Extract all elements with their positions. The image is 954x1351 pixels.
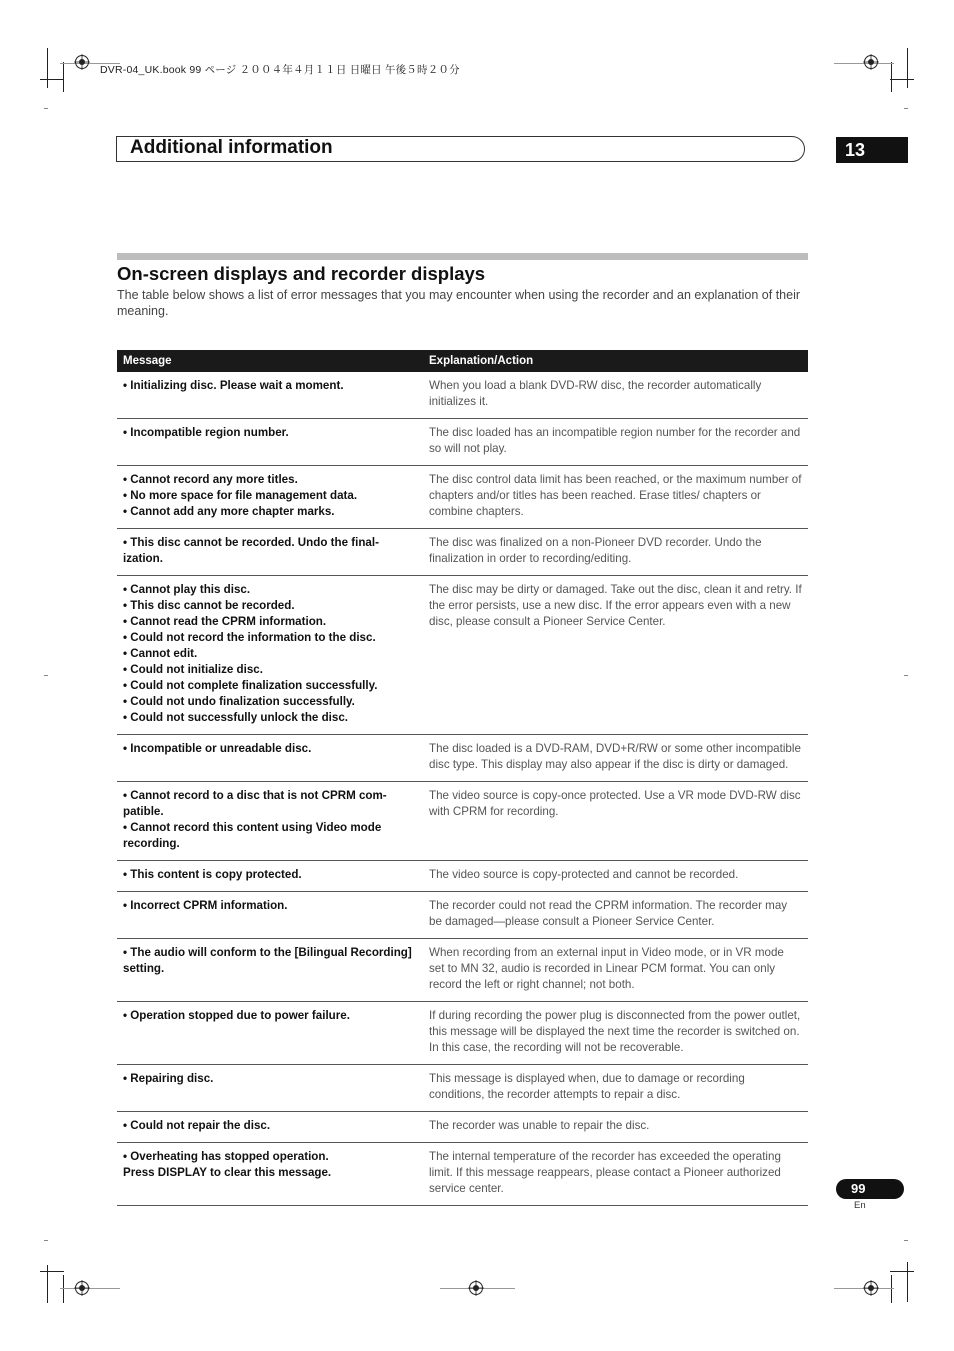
table-row [117,576,808,735]
explanation-cell: The recorder could not read the CPRM information. The recorder may be damaged—please consult a Pioneer Service Center. [423,892,808,939]
table-row [117,372,808,419]
table-row [117,861,808,892]
error-message: • This disc cannot be recorded. [123,599,295,612]
error-message: • Cannot record any more titles. [123,473,298,486]
explanation-cell: If during recording the power plug is disconnected from the power outlet, this message will be displayed the next time the recorder is switched on. In this case, the recording will not be recoverable. [423,1002,808,1065]
explanation-cell: The disc loaded has an incompatible region number for the recorder and so will not play. [423,419,808,466]
error-message: • Incorrect CPRM information. [123,899,288,912]
table-row [117,782,808,861]
table-row [117,735,808,782]
message-cell [117,419,423,466]
explanation-cell: When you load a blank DVD-RW disc, the recorder automatically initializes it. [423,372,808,419]
message-cell [117,372,423,419]
explanation-cell: The disc was finalized on a non-Pioneer DVD recorder. Undo the finalization in order to recording/editing. [423,529,808,576]
message-cell [117,892,423,939]
message-cell [117,466,423,529]
error-message: • Could not record the information to the disc. [123,631,376,644]
page-number: 99 [836,1179,904,1199]
explanation-cell: When recording from an external input in Video mode, or in VR mode set to MN 32, audio is recorded in Linear PCM format. You can only record the left or right channel; not both. [423,939,808,1002]
explanation-cell: The disc control data limit has been reached, or the maximum number of chapters and/or titles has been reached. Erase titles/ chapters or combine chapters. [423,466,808,529]
message-cell [117,1112,423,1143]
explanation-cell: The internal temperature of the recorder has exceeded the operating limit. If this message reappears, please contact a Pioneer authorized service center. [423,1143,808,1206]
message-cell [117,529,423,576]
registration-target-icon [863,1280,879,1296]
explanation-cell: The disc loaded is a DVD-RAM, DVD+R/RW or some other incompatible disc type. This display may also appear if the disc is dirty or damaged. [423,735,808,782]
table-body [117,372,808,1206]
language-code: En [854,1200,866,1211]
file-header: DVR-04_UK.book 99 ページ ２００４年４月１１日 日曜日 午後５時２０分 [100,64,460,76]
registration-target-icon [74,1280,90,1296]
error-message: • Initializing disc. Please wait a moment. [123,379,344,392]
error-message: • Cannot play this disc. [123,583,251,596]
error-message: • Could not repair the disc. [123,1119,271,1132]
registration-target-icon [74,54,90,70]
error-message: • Cannot add any more chapter marks. [123,505,335,518]
error-message: • Incompatible region number. [123,426,289,439]
error-message: • This disc cannot be recorded. Undo the final-ization. [123,536,379,565]
error-message: • No more space for file management data. [123,489,358,502]
error-message: • Could not initialize disc. [123,663,263,676]
page-heading: On-screen displays and recorder displays [117,263,486,284]
error-message: • Operation stopped due to power failure. [123,1009,350,1022]
explanation-cell: The video source is copy-once protected. Use a VR mode DVD-RW disc with CPRM for recording. [423,782,808,861]
error-message: • Could not complete finalization successfully. [123,679,378,692]
explanation-cell: The video source is copy-protected and cannot be recorded. [423,861,808,892]
error-message: • Could not successfully unlock the disc. [123,711,349,724]
column-header-message: Message [117,350,423,372]
error-message: • Could not undo finalization successfully. [123,695,355,708]
message-cell [117,1143,423,1206]
explanation-cell: This message is displayed when, due to damage or recording conditions, the recorder attempts to repair a disc. [423,1065,808,1112]
error-message: • Cannot read the CPRM information. [123,615,327,628]
explanation-cell: The disc may be dirty or damaged. Take out the disc, clean it and retry. If the error persists, use a new disc. If the error appears even with a new disc, please consult a Pioneer Service Center. [423,576,808,735]
intro-paragraph: The table below shows a list of error messages that you may encounter when using the recorder and an explanation of their meaning. [117,288,801,318]
table-row [117,892,808,939]
column-header-explanation: Explanation/Action [423,350,808,372]
chapter-number: 13 [836,137,908,163]
registration-target-icon [863,54,879,70]
section-rule [117,253,808,260]
error-message: • Cannot edit. [123,647,198,660]
table-row [117,529,808,576]
table-row [117,939,808,1002]
error-message: • Incompatible or unreadable disc. [123,742,312,755]
table-row [117,1112,808,1143]
table-row [117,466,808,529]
message-cell [117,576,423,735]
table-row [117,1002,808,1065]
error-message: • Overheating has stopped operation. [123,1150,329,1163]
table-row [117,419,808,466]
table-row [117,1065,808,1112]
message-cell [117,939,423,1002]
message-cell [117,1002,423,1065]
error-message: Press DISPLAY to clear this message. [123,1166,332,1179]
message-cell [117,861,423,892]
error-message: • Cannot record this content using Video mode recording. [123,821,382,850]
message-cell [117,1065,423,1112]
registration-target-icon [468,1280,484,1296]
error-message: • The audio will conform to the [Bilingual Recording] setting. [123,946,412,975]
error-message: • Cannot record to a disc that is not CPRM com-patible. [123,789,387,818]
explanation-cell: The recorder was unable to repair the disc. [423,1112,808,1143]
table-header-row [117,350,808,372]
table-row [117,1143,808,1206]
error-message: • Repairing disc. [123,1072,214,1085]
error-message-table [117,350,808,1206]
message-cell [117,782,423,861]
error-message: • This content is copy protected. [123,868,302,881]
section-title: Additional information [130,137,333,158]
message-cell [117,735,423,782]
